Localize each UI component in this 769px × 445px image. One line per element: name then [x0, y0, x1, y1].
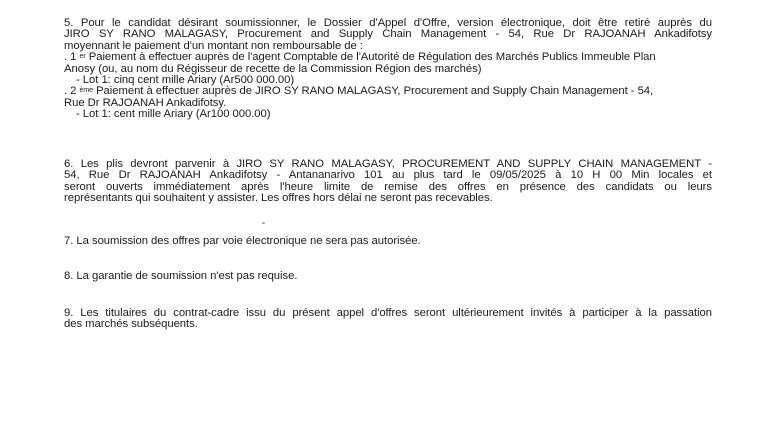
paragraph-item-5: [64, 18, 712, 121]
item-6-line-4: représentants qui souhaitent y assister. Les offres hors délai ne seront pas recevables.: [64, 192, 493, 205]
payment-2-line-2: Rue Dr RAJOANAH Ankadifotsy.: [64, 96, 227, 109]
item-9-line-2: des marchés subséquents.: [64, 318, 198, 331]
item-6-line-3: seront ouverts immédiatement après l'heure limite de remise des offres en présence des candidats ou leurs: [64, 180, 712, 193]
payment-2-prefix: . 2: [64, 85, 77, 98]
payment-2-text: Paiement à effectuer auprès de JIRO SY RANO MALAGASY, Procurement and Supply Chain Management - 54,: [92, 85, 654, 98]
paragraph-item-7: [64, 236, 712, 247]
item-6-line-1: 6. Les plis devront parvenir à JIRO SY RANO MALAGASY, PROCUREMENT AND SUPPLY CHAIN MANAGEMENT -: [64, 158, 712, 170]
payment-1-lot: - Lot 1: cinq cent mille Ariary (Ar500 000.00): [76, 74, 295, 87]
payment-2-lot: - Lot 1: cent mille Ariary (Ar100 000.00): [76, 108, 271, 121]
paragraph-item-9: [64, 308, 712, 331]
payment-1-line-2: Anosy (ou, au nom du Régisseur de recette de la Commission Région des marchés): [64, 62, 482, 75]
payment-2-ordinal: ème: [79, 87, 93, 95]
item-6-line-2: 54, Rue Dr RAJOANAH Ankadifotsy - Antananarivo 101 au plus tard le 09/05/2025 à 10 H 00 Min locales et: [64, 169, 712, 182]
payment-1-prefix: . 1: [64, 51, 77, 64]
item-9-line-1: 9. Les titulaires du contrat-cadre issu du présent appel d'offres seront ultérieurement invités à participer à la passation: [64, 307, 712, 319]
scan-speck: [262, 222, 265, 224]
item-7-line-1: 7. La soumission des offres par voie électronique ne sera pas autorisée.: [64, 235, 421, 247]
item-5-line-3: moyennant le paiement d'un montant non remboursable de :: [64, 39, 363, 52]
payment-1-text: Paiement à effectuer auprès de l'agent Comptable de l'Autorité de Régulation des Marchés Publics Immeuble Plan: [85, 51, 656, 64]
item-5-line-1: 5. Pour le candidat désirant soumissionner, le Dossier d'Appel d'Offre, version électronique, doit être retiré auprès du: [64, 17, 712, 29]
item-5-line-2: JIRO SY RANO MALAGASY, Procurement and Supply Chain Management - 54, Rue Dr RAJOANAH Ankadifotsy: [64, 28, 712, 41]
payment-1-ordinal: er: [79, 53, 86, 61]
payment-1-line-1: [64, 52, 712, 63]
paragraph-item-6: [64, 159, 712, 205]
item-8-line-1: 8. La garantie de soumission n'est pas requise.: [64, 270, 298, 282]
paragraph-item-8: [64, 271, 712, 282]
